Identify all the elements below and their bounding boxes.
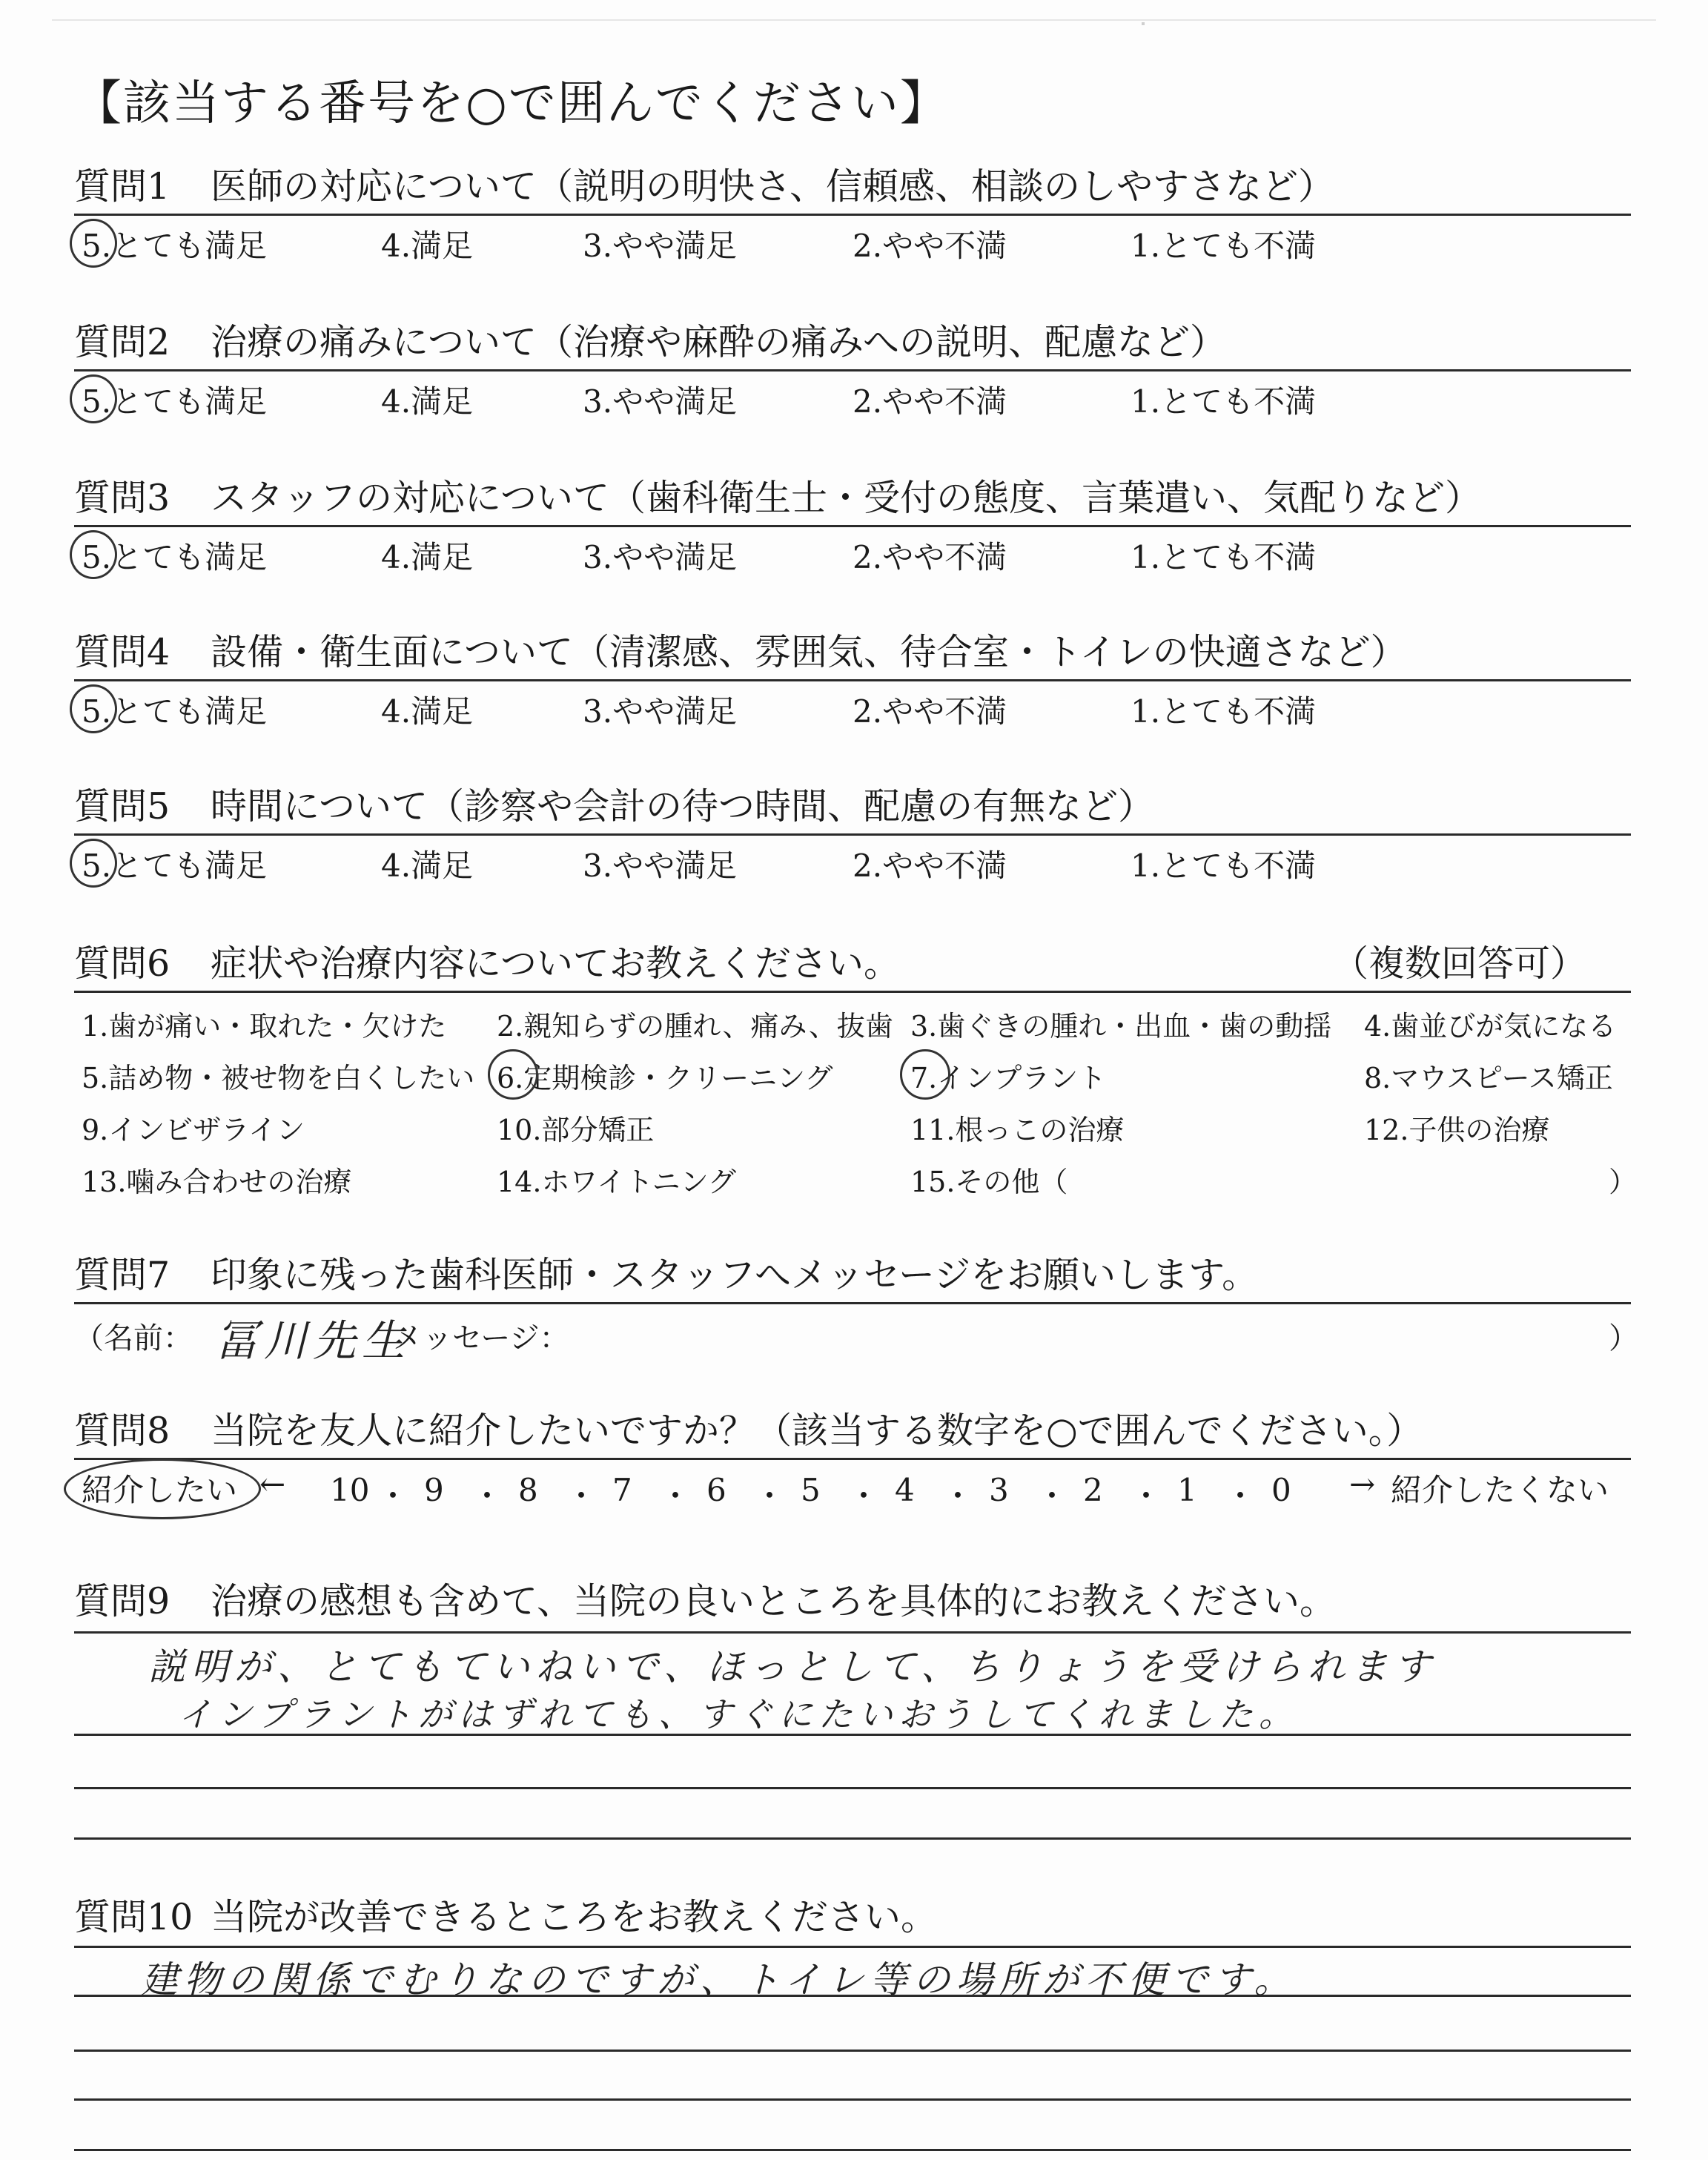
symptom-option[interactable]: 5.詰め物・被せ物を白くしたい: [82, 1062, 475, 1094]
scale-separator: ・: [942, 1478, 974, 1514]
question-4: [74, 630, 1631, 733]
selection-circle: [488, 1049, 538, 1100]
rating-options: [74, 216, 1631, 268]
scale-value[interactable]: 0: [1271, 1472, 1291, 1508]
symptom-option[interactable]: 4.歯並びが気になる: [1364, 1010, 1617, 1043]
rating-options: [74, 527, 1631, 579]
rating-option[interactable]: 4.満足: [381, 383, 474, 420]
rating-option[interactable]: 2.やや不満: [853, 383, 1007, 420]
question-rule: [74, 991, 1631, 993]
top-edge-line: [52, 19, 1656, 21]
answer-line: [74, 2149, 1631, 2151]
question-3: [74, 476, 1631, 579]
question-6: [74, 942, 1638, 1218]
recommend-scale: [74, 1460, 1631, 1512]
recommend-no-label[interactable]: 紹介したくない: [1391, 1472, 1609, 1508]
rating-option[interactable]: 3.やや満足: [583, 539, 738, 575]
name-label: （名前：: [74, 1321, 193, 1355]
rating-option[interactable]: 1.とても不満: [1131, 539, 1317, 575]
question-number: 質問7: [74, 1254, 171, 1296]
symptom-option[interactable]: 12.子供の治療: [1364, 1114, 1550, 1146]
page-heading: 【該当する番号を○で囲んでください】: [74, 76, 949, 131]
handwritten-answer-line[interactable]: 説明が、とてもていねいで、ほっとして、ちりょうを受けられます: [148, 1645, 1437, 1688]
message-label: メッセージ：: [393, 1321, 569, 1355]
selection-circle: [70, 839, 117, 888]
symptom-option[interactable]: 10.部分矯正: [497, 1114, 655, 1146]
rating-option[interactable]: 4.満足: [381, 539, 474, 575]
scale-value[interactable]: 5: [801, 1472, 821, 1508]
question-7: [74, 1253, 1638, 1366]
rating-option[interactable]: 5.とても満足: [82, 848, 268, 884]
question-number: 質問10: [74, 1896, 193, 1938]
question-number: 質問1: [74, 165, 171, 208]
question-title: 医師の対応について（説明の明快さ、信頼感、相談のしやすさなど）: [211, 165, 1335, 208]
scale-separator: ・: [660, 1478, 692, 1514]
question-title: 設備・衛生面について（清潔感、雰囲気、待合室・トイレの快適さなど）: [211, 631, 1407, 673]
symptom-option[interactable]: 9.インビザライン: [82, 1114, 305, 1146]
question-number: 質問2: [74, 321, 171, 363]
symptom-option[interactable]: 1.歯が痛い・取れた・欠けた: [82, 1010, 447, 1043]
scale-value[interactable]: 2: [1083, 1472, 1103, 1508]
question-number: 質問4: [74, 631, 171, 673]
symptom-option[interactable]: 6.定期検診・クリーニング: [497, 1062, 833, 1094]
rating-option[interactable]: 2.やや不満: [853, 848, 1007, 884]
rating-option[interactable]: 4.満足: [381, 228, 474, 264]
question-title: スタッフの対応について（歯科衛生士・受付の態度、言葉遣い、気配りなど）: [211, 477, 1482, 519]
scale-value[interactable]: 6: [706, 1472, 726, 1508]
selection-circle: [70, 530, 117, 579]
selection-circle: [70, 374, 117, 423]
answer-line: [74, 1631, 1631, 1634]
question-number: 質問6: [74, 942, 171, 985]
scale-value[interactable]: 10: [330, 1472, 370, 1508]
handwritten-answer-line[interactable]: 建物の関係でむりなのですが、トイレ等の場所が不便です。: [141, 1958, 1297, 2001]
question-1: [74, 165, 1631, 268]
scale-value[interactable]: 1: [1177, 1472, 1197, 1508]
rating-option[interactable]: 1.とても不満: [1131, 848, 1317, 884]
rating-option[interactable]: 5.とても満足: [82, 383, 268, 420]
question-number: 質問9: [74, 1580, 171, 1622]
scale-separator: ・: [848, 1478, 880, 1514]
scale-separator: ・: [377, 1478, 409, 1514]
rating-options: [74, 371, 1631, 423]
question-number: 質問8: [74, 1410, 171, 1452]
rating-option[interactable]: 2.やや不満: [853, 693, 1007, 730]
scale-value[interactable]: 8: [518, 1472, 538, 1508]
question-2: [74, 320, 1631, 423]
scale-separator: ・: [566, 1478, 598, 1514]
scale-value[interactable]: 3: [989, 1472, 1009, 1508]
answer-line: [74, 1946, 1631, 1948]
rating-options: [74, 681, 1631, 733]
question-title: 治療の痛みについて（治療や麻酔の痛みへの説明、配慮など）: [211, 321, 1227, 363]
symptom-option[interactable]: 2.親知らずの腫れ、痛み、抜歯: [497, 1010, 893, 1043]
rating-option[interactable]: 3.やや満足: [583, 228, 738, 264]
question-title: 印象に残った歯科医師・スタッフへメッセージをお願いします。: [211, 1254, 1259, 1296]
scale-value[interactable]: 9: [424, 1472, 444, 1508]
rating-option[interactable]: 1.とても不満: [1131, 228, 1317, 264]
rating-option[interactable]: 3.やや満足: [583, 383, 738, 420]
scale-value[interactable]: 4: [895, 1472, 915, 1508]
symptom-option[interactable]: 11.根っこの治療: [910, 1114, 1125, 1146]
rating-option[interactable]: 5.とても満足: [82, 693, 268, 730]
scale-separator: ・: [1036, 1478, 1068, 1514]
rating-option[interactable]: 3.やや満足: [583, 848, 738, 884]
scale-separator: ・: [1131, 1478, 1162, 1514]
handwritten-answer-line[interactable]: インプラントがはずれても、すぐにたいおうしてくれました。: [178, 1694, 1299, 1734]
symptom-option[interactable]: 14.ホワイトニング: [497, 1166, 737, 1198]
scale-separator: ・: [754, 1478, 786, 1514]
rating-option[interactable]: 4.満足: [381, 693, 474, 730]
rating-options: [74, 836, 1631, 888]
rating-option[interactable]: 5.とても満足: [82, 539, 268, 575]
question-8: [74, 1409, 1631, 1512]
multiple-answer-note: （複数回答可）: [1331, 942, 1586, 985]
message-close: ）: [1609, 1321, 1638, 1355]
question-10: [74, 1895, 1631, 1940]
answer-line: [74, 1787, 1631, 1789]
symptom-option[interactable]: 15.その他（: [910, 1166, 1068, 1198]
scan-mark: [1142, 22, 1145, 25]
question-number: 質問5: [74, 785, 171, 828]
question-title: 時間について（診察や会計の待つ時間、配慮の有無など）: [211, 785, 1155, 828]
symptom-option[interactable]: 13.噛み合わせの治療: [82, 1166, 352, 1198]
selection-circle: [64, 1459, 261, 1519]
rating-option[interactable]: 5.とても満足: [82, 228, 268, 264]
name-handwritten[interactable]: 冨川先生: [215, 1315, 411, 1366]
rating-option[interactable]: 2.やや不満: [853, 228, 1007, 264]
rating-option[interactable]: 1.とても不満: [1131, 693, 1317, 730]
recommend-yes-label[interactable]: 紹介したい: [82, 1472, 238, 1508]
selection-circle: [70, 219, 117, 268]
selection-circle: [70, 684, 117, 733]
question-number: 質問3: [74, 477, 171, 519]
scale-separator: ・: [1225, 1478, 1257, 1514]
question-title: 症状や治療内容についてお教えください。: [211, 942, 901, 985]
answer-line: [74, 2050, 1631, 2052]
arrow-left: ←: [259, 1466, 286, 1502]
symptom-option-close: ）: [1609, 1166, 1638, 1198]
answer-line: [74, 1837, 1631, 1840]
symptom-option[interactable]: 8.マウスピース矯正: [1364, 1062, 1613, 1094]
symptom-option[interactable]: 3.歯ぐきの腫れ・出血・歯の動揺: [910, 1010, 1332, 1043]
question-5: [74, 785, 1631, 888]
rating-option[interactable]: 4.満足: [381, 848, 474, 884]
question-title: 当院を友人に紹介したいですか？（該当する数字を○で囲んでください。）: [211, 1410, 1423, 1452]
question-9: [74, 1579, 1631, 1624]
symptom-option[interactable]: 7.インプラント: [910, 1062, 1107, 1094]
scale-separator: ・: [471, 1478, 503, 1514]
rating-option[interactable]: 2.やや不満: [853, 539, 1007, 575]
answer-line: [74, 2098, 1631, 2101]
arrow-right: →: [1349, 1466, 1376, 1502]
selection-circle: [900, 1049, 950, 1100]
symptom-grid: [74, 1003, 1638, 1218]
rating-option[interactable]: 1.とても不満: [1131, 383, 1317, 420]
question-title: 治療の感想も含めて、当院の良いところを具体的にお教えください。: [211, 1580, 1337, 1622]
scale-value[interactable]: 7: [612, 1472, 632, 1508]
rating-option[interactable]: 3.やや満足: [583, 693, 738, 730]
question-title: 当院が改善できるところをお教えください。: [211, 1896, 938, 1938]
